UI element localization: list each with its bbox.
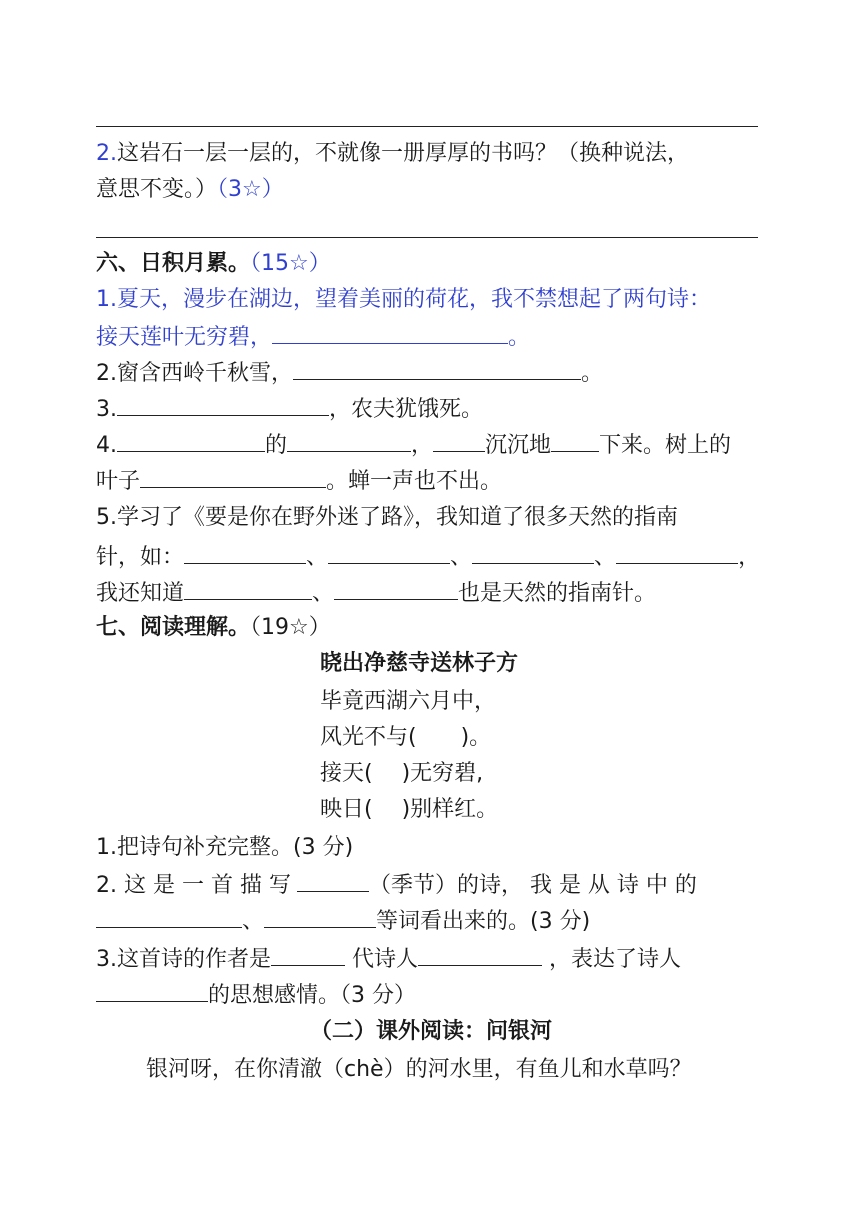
s6-q1-line2 (96, 321, 530, 353)
separator: 、 (242, 909, 265, 934)
s7-q3-suffix: 的思想感情。（3 分） (208, 983, 416, 1008)
s6-q5-blank6[interactable] (334, 577, 458, 600)
section6-title: 六、日积月累。 (96, 251, 251, 276)
s7-q2-line2 (96, 905, 590, 937)
s7-q2-suffix: 等词看出来的。(3 分) (376, 909, 591, 934)
s7-q1: 1.把诗句补充完整。(3 分) (96, 835, 354, 860)
s6-q1-blank[interactable] (272, 321, 508, 344)
s6-q3-suffix: ，农夫犹饿死。 (329, 397, 484, 422)
separator: 、 (306, 545, 329, 570)
s6-q1-suffix: 。 (508, 325, 531, 350)
s6-q2-blank[interactable] (293, 357, 581, 380)
poem-title: 晓出净慈寺送林子方 (320, 651, 519, 676)
s7-q2-part-a: 2. 这 是 一 首 描 写 (96, 873, 291, 898)
s7-q2-blank3[interactable] (264, 905, 376, 928)
s6-q4-blank2[interactable] (287, 429, 411, 452)
s6-q1-line1: 1.夏天，漫步在湖边，望着美丽的荷花，我不禁想起了两句诗： (96, 287, 711, 312)
poem-line-1: 毕竟西湖六月中， (320, 689, 497, 714)
poem-line-4: 映日( )别样红。 (320, 797, 499, 822)
s7-q3-part-c: ，表达了诗人 (542, 947, 681, 972)
separator: 、 (450, 545, 473, 570)
s6-q5-blank3[interactable] (472, 541, 594, 564)
poem-line-3: 接天( )无穷碧, (320, 761, 484, 786)
s6-q4-prefix: 4. (96, 433, 117, 458)
s7-q3-blank3[interactable] (96, 979, 208, 1002)
s6-q5-prefix: 针，如： (96, 545, 185, 570)
s6-q5-blank2[interactable] (328, 541, 450, 564)
s7-q3-line1 (96, 943, 681, 975)
subsection-title: （二）课外阅读：问银河 (310, 1019, 553, 1044)
separator: 、 (312, 581, 335, 606)
q5-item2-text: 这岩石一层一层的，不就像一册厚厚的书吗？（换种说法， (117, 141, 690, 166)
s6-q5-blank1[interactable] (184, 541, 306, 564)
s7-q3-blank2[interactable] (418, 943, 542, 966)
s6-q4-line1 (96, 429, 731, 461)
s7-q3-blank1[interactable] (271, 943, 345, 966)
s6-q4-part1: 的 (265, 433, 288, 458)
s6-q4-line2 (96, 465, 502, 497)
s6-q2-prefix: 2.窗含西岭千秋雪， (96, 361, 293, 386)
s6-q4-part3: 沉沉地 (485, 433, 552, 458)
s6-q4-blank4[interactable] (551, 429, 599, 452)
s6-q5-line2 (96, 541, 760, 573)
s6-q4-blank1[interactable] (117, 429, 265, 452)
s7-q3-line2 (96, 979, 416, 1011)
q5-item2-line1 (96, 139, 689, 169)
s7-q2-part-b: （季节）的诗， 我 是 从 诗 中 的 (368, 873, 697, 898)
section6-heading (96, 249, 331, 279)
s6-q4-line2-suffix: 。蝉一声也不出。 (326, 469, 503, 494)
s6-q3-prefix: 3. (96, 397, 117, 422)
s7-q2-blank1[interactable] (297, 869, 369, 892)
section7-score: （19☆） (250, 615, 331, 640)
s6-q5-line3-prefix: 我还知道 (96, 581, 185, 606)
s6-q5-line3 (96, 577, 656, 609)
s6-q2 (96, 357, 603, 389)
s6-q4-part2: ， (411, 433, 434, 458)
q5-item2-score: （3☆） (217, 177, 284, 202)
s6-q5-blank5[interactable] (184, 577, 312, 600)
passage-line-1: 银河呀，在你清澈（chè）的河水里，有鱼儿和水草吗？ (146, 1057, 692, 1082)
s6-q4-blank3[interactable] (433, 429, 485, 452)
q5-item2-text-cont: 意思不变。） (96, 177, 218, 202)
answer-line (96, 126, 758, 127)
s6-q4-blank5[interactable] (140, 465, 326, 488)
s6-q5-blank4[interactable] (616, 541, 738, 564)
poem-line-2: 风光不与( )。 (320, 725, 492, 750)
s6-q5-line1: 5.学习了《要是你在野外迷了路》，我知道了很多天然的指南 (96, 505, 678, 530)
q5-item2-number: 2. (96, 141, 117, 166)
s6-q2-suffix: 。 (581, 361, 604, 386)
s7-q2-line1 (96, 869, 697, 901)
q5-item2-line2 (96, 175, 284, 205)
s6-q3-blank[interactable] (117, 393, 329, 416)
separator: ， (738, 545, 761, 570)
s6-q4-part4: 下来。树上的 (599, 433, 732, 458)
section6-score: （15☆） (250, 251, 331, 276)
section7-title: 七、阅读理解。 (96, 615, 251, 640)
s7-q3-part-a: 3.这首诗的作者是 (96, 947, 271, 972)
s7-q3-part-b: 代诗人 (345, 947, 418, 972)
s6-q5-line3-suffix: 也是天然的指南针。 (458, 581, 657, 606)
s7-q2-blank2[interactable] (96, 905, 242, 928)
s6-q3 (96, 393, 483, 425)
answer-line (96, 237, 758, 238)
separator: 、 (594, 545, 617, 570)
section7-heading (96, 613, 331, 643)
s6-q1-prefix: 接天莲叶无穷碧， (96, 325, 273, 350)
s6-q4-line2-prefix: 叶子 (96, 469, 141, 494)
